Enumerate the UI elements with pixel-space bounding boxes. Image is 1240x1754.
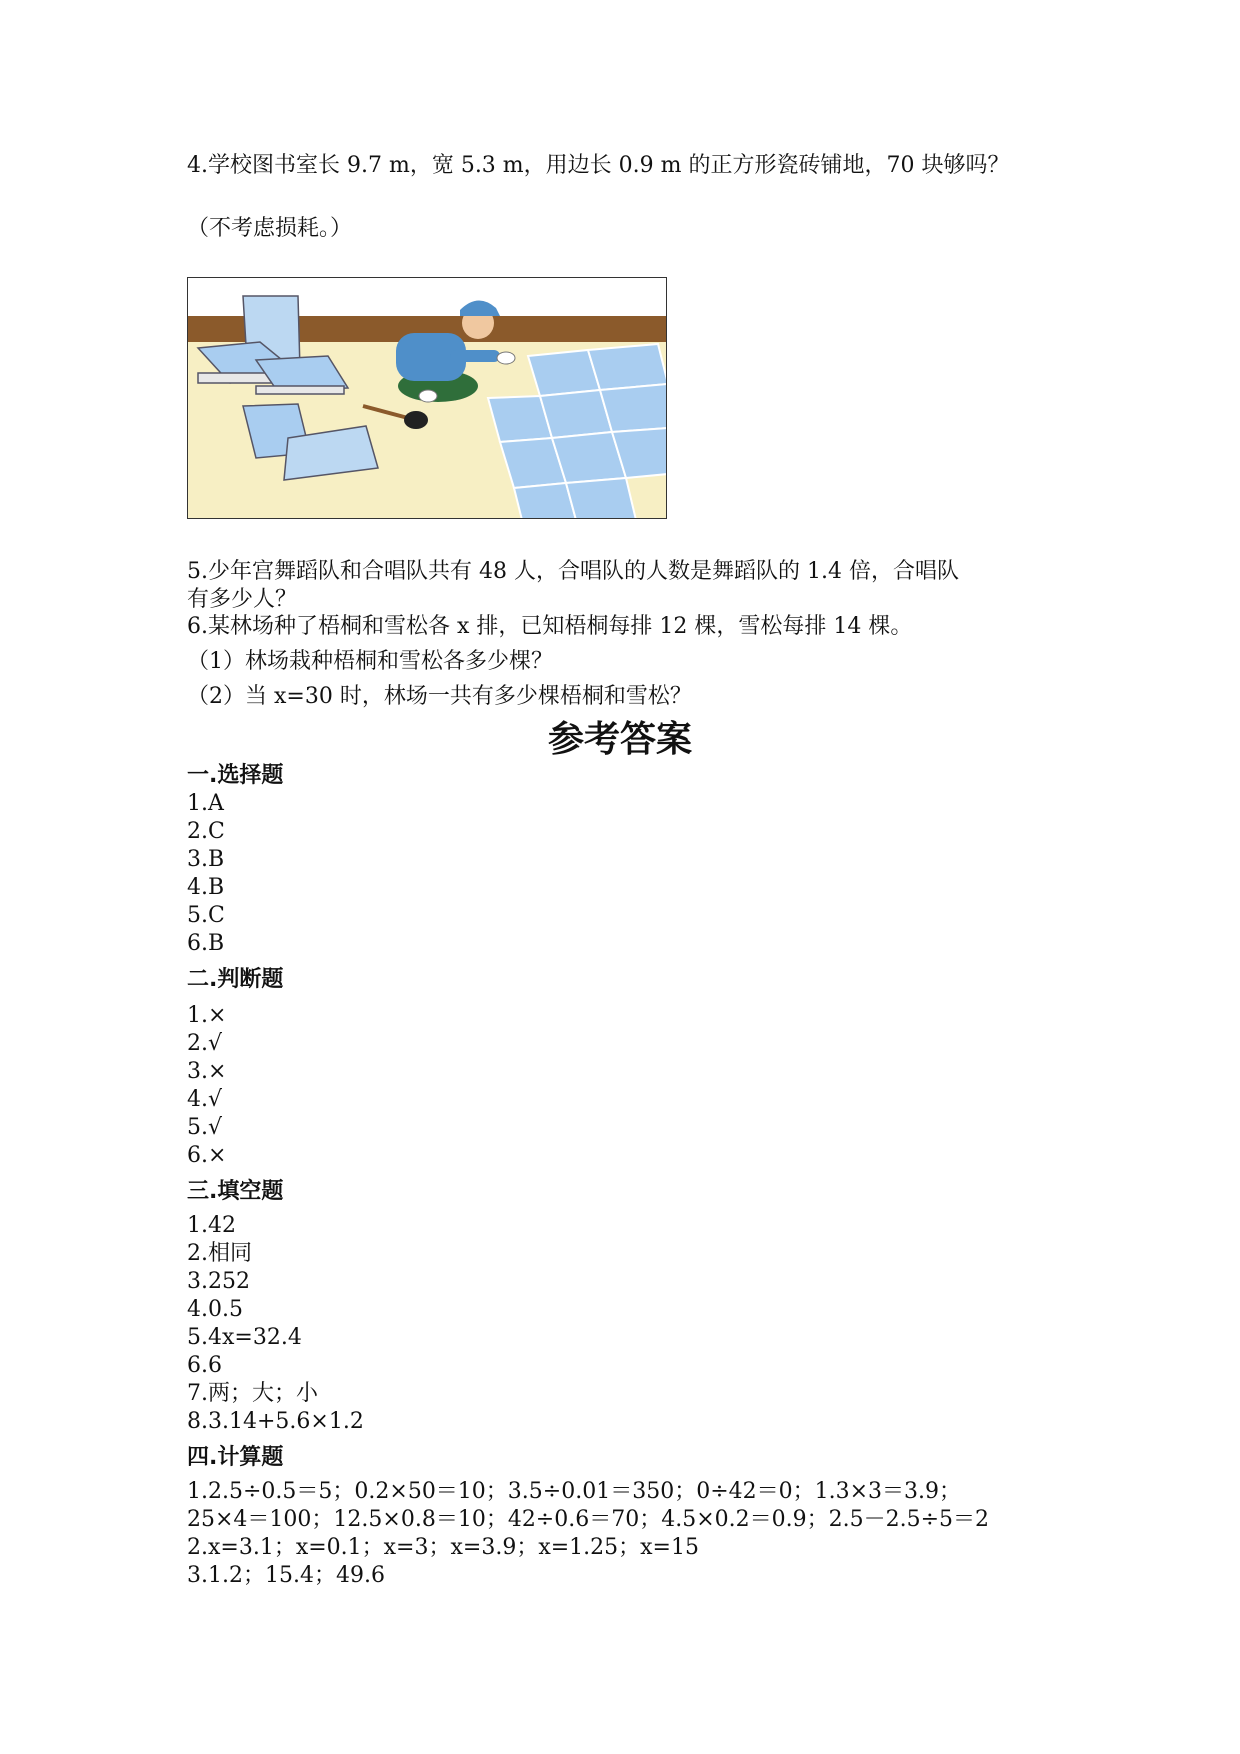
answer-item: 3.×: [187, 1059, 227, 1084]
section-heading: 四.计算题: [187, 1445, 284, 1470]
answer-item: 4.B: [187, 875, 225, 900]
q5-line2: 有多少人？: [187, 587, 298, 612]
q5-line1: 5.少年宫舞蹈队和合唱队共有 48 人，合唱队的人数是舞蹈队的 1.4 倍，合唱队: [187, 559, 959, 584]
answer-item: 1.2.5÷0.5＝5；0.2×50＝10；3.5÷0.01＝350；0÷42＝0；1.3×3＝3.9；: [187, 1479, 962, 1504]
answer-item: 5.C: [187, 903, 225, 928]
answer-item: 3.1.2；15.4；49.6: [187, 1563, 385, 1588]
answer-title: 参考答案: [547, 719, 692, 760]
q6-sub2: （2）当 x=30 时，林场一共有多少棵梧桐和雪松？: [187, 684, 692, 709]
q4-line2: （不考虑损耗。）: [187, 216, 353, 241]
section-heading: 三.填空题: [187, 1179, 284, 1204]
q6-sub1: （1）林场栽种梧桐和雪松各多少棵？: [187, 649, 553, 674]
answer-item: 4.√: [187, 1087, 223, 1112]
answer-item: 3.B: [187, 847, 225, 872]
answer-item: 7.两；大；小: [187, 1381, 318, 1406]
answer-item: 8.3.14+5.6×1.2: [187, 1409, 364, 1434]
answer-item: 1.A: [187, 791, 224, 816]
q4-line1: 4.学校图书室长 9.7 m，宽 5.3 m，用边长 0.9 m 的正方形瓷砖铺地，70 块够吗？: [187, 153, 1010, 178]
answer-item: 4.0.5: [187, 1297, 243, 1322]
answer-item: 3.252: [187, 1269, 250, 1294]
answer-item: 6.×: [187, 1143, 227, 1168]
answer-item: 1.×: [187, 1003, 227, 1028]
section-heading: 一.选择题: [187, 763, 284, 788]
answer-item: 5.√: [187, 1115, 223, 1140]
tile-layer-illustration: [187, 277, 667, 519]
section-heading: 二.判断题: [187, 967, 284, 992]
answer-item: 2.x=3.1；x=0.1；x=3；x=3.9；x=1.25；x=15: [187, 1535, 699, 1560]
answer-item: 25×4＝100；12.5×0.8＝10；42÷0.6＝70；4.5×0.2＝0.9；2.5－2.5÷5＝2: [187, 1507, 990, 1532]
q6-line1: 6.某林场种了梧桐和雪松各 x 排，已知梧桐每排 12 棵，雪松每排 14 棵。: [187, 614, 913, 639]
answer-item: 5.4x=32.4: [187, 1325, 302, 1350]
answer-item: 2.C: [187, 819, 225, 844]
answer-item: 6.B: [187, 931, 225, 956]
answer-item: 2.√: [187, 1031, 223, 1056]
answer-item: 1.42: [187, 1213, 236, 1238]
answer-item: 6.6: [187, 1353, 222, 1378]
answer-item: 2.相同: [187, 1241, 252, 1266]
